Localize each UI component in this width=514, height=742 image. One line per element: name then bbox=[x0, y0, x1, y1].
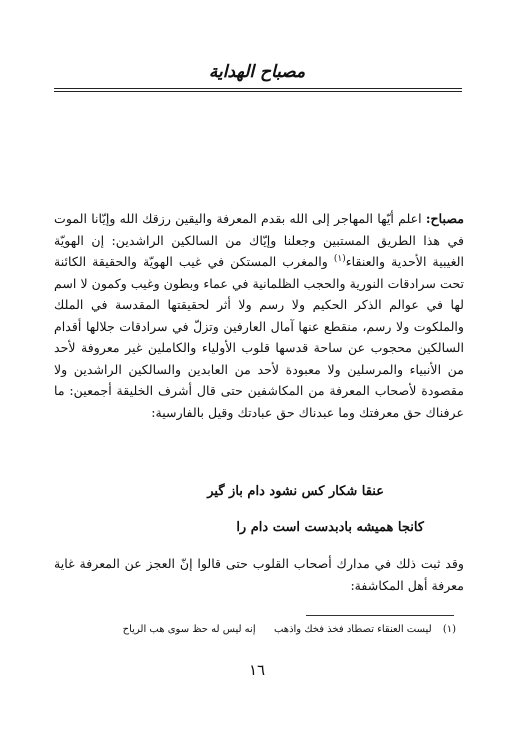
paragraph-text-1: اعلم أيّها المهاجر إلى الله بقدم المعرفة واليقين رزقك الله وإيّانا الموت في هذا الطريق المستبين وجعلنا وإيّاك من السالكين الراشدين: إن الهويّة الغيبية الأحدية والعنقاء bbox=[54, 211, 465, 269]
footnote-rule bbox=[306, 615, 454, 616]
paragraph-text-3: وقد ثبت ذلك في مدارك أصحاب القلوب حتى قالوا إنّ العجز عن المعرفة غاية معرفة أهل المكاشفة: bbox=[54, 556, 464, 593]
header-rule-bottom bbox=[54, 91, 462, 92]
verse-line-2: كانجا هميشه بادبدست است دام را bbox=[236, 520, 424, 535]
footnote-hemistich-1: ليست العنقاء تصطاد فخذ فخك واذهب bbox=[273, 624, 432, 635]
footnote bbox=[46, 624, 456, 635]
main-paragraph bbox=[54, 208, 464, 423]
running-header-title: مصباح الهداية bbox=[208, 62, 306, 82]
footnote-number: (١) bbox=[442, 624, 456, 635]
second-paragraph bbox=[54, 553, 464, 596]
paragraph-text-2: والمغرب المستكن في غيب الهويّة والحقيقة الكائنة تحت سرادقات النورية والحجب الظلمانية في عماء وبطون وغيب وكمون لا اسم لها في عوالم الذكر الحكيم ولا رسم ولا أثر لحقيقتها المقدسة في الملك والملكوت ولا رسم، منقطع عنها آمال العارفين وتزلّ في سرادقات جلالها أقدام السالكين محجوب عن ساحة قدسها قلوب الأولياء والكاملين غير معروفة لأحد من الأنبياء والمرسلين ولا معبودة لأحد من العابدين والسالكين الراشدين ولا مقصودة لأصحاب المعرفة من المكاشفين حتى قال أشرف الخليقة أجمعين: ما عرفناك حق معرفتك وما عبدناك حق عبادتك وقيل بالفارسية: bbox=[54, 254, 464, 420]
lead-word: مصباح: bbox=[425, 211, 464, 226]
page-number: ١٦ bbox=[248, 661, 266, 679]
footnote-marker: (١) bbox=[333, 253, 346, 264]
footnote-hemistich-2: إنه ليس له حظ سوى هب الرياح bbox=[122, 624, 256, 635]
header-rule-top bbox=[54, 88, 462, 89]
verse-line-1: عنقا شكار كس نشود دام باز گير bbox=[207, 484, 384, 499]
